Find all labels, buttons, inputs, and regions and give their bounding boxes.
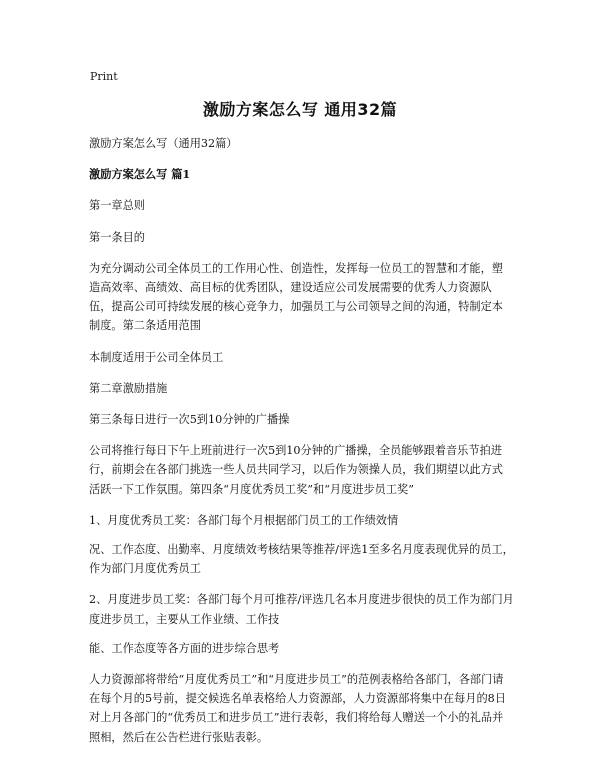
paragraph-article-3: 第三条每日进行一次5到10分钟的广播操: [89, 413, 290, 427]
paragraph-exercise: 公司将推行每日下午上班前进行一次5到10分钟的广播操，全员能够跟着音乐节拍进行，前期会在各部门挑选一些人员共同学习，以后作为领操人员，我们期望以此方式活跃一下工作氛围。第四条“月度优秀员工奖”和“月度进步员工奖”: [89, 444, 503, 496]
section-heading: 激励方案怎么写 篇1: [89, 167, 191, 182]
paragraph-article-1: 第一条目的: [89, 230, 145, 244]
page-title: 激励方案怎么写 通用32篇: [202, 100, 398, 119]
document-body: [89, 134, 514, 759]
paragraph-chapter-1: 第一章总则: [89, 199, 145, 213]
paragraph-progress-award: 2、月度进步员工奖：各部门每个月可推荐/评选几名本月度进步很快的员工作为部门月度进步员工，主要从工作业绩、工作技: [89, 593, 514, 626]
print-link[interactable]: Print: [90, 70, 118, 83]
paragraph-excellent-criteria: 况、工作态度、出勤率、月度绩效考核结果等推荐/评选1至多名月度表现优异的员工，作为部门月度优秀员工: [89, 543, 514, 576]
paragraph-hr-process: 人力资源部将带给“月度优秀员工”和“月度进步员工”的范例表格给各部门，各部门请在每个月的5号前，提交候选名单表格给人力资源部，人力资源部将集中在每月的8日对上月各部门的“优秀员工和进步员工”进行表彰，我们将给每人赠送一个小的礼品并照相，然后在公告栏进行张贴表彰。: [89, 673, 506, 744]
paragraph-scope: 本制度适用于公司全体员工: [89, 350, 224, 364]
paragraph-progress-criteria: 能、工作态度等各方面的进步综合思考: [89, 641, 280, 655]
document-subtitle: 激励方案怎么写（通用32篇）: [89, 137, 238, 150]
paragraph-excellent-award: 1、月度优秀员工奖：各部门每个月根据部门员工的工作绩效情: [89, 513, 399, 527]
paragraph-chapter-2: 第二章激励措施: [89, 381, 168, 395]
paragraph-purpose: 为充分调动公司全体员工的工作用心性、创造性，发挥每一位员工的智慧和才能，塑造高效率、高绩效、高目标的优秀团队，建设适应公司发展需要的优秀人力资源队伍，提高公司可持续发展的核心竞争力，加强员工与公司领导之间的沟通，特制定本制度。第二条适用范围: [89, 261, 503, 333]
